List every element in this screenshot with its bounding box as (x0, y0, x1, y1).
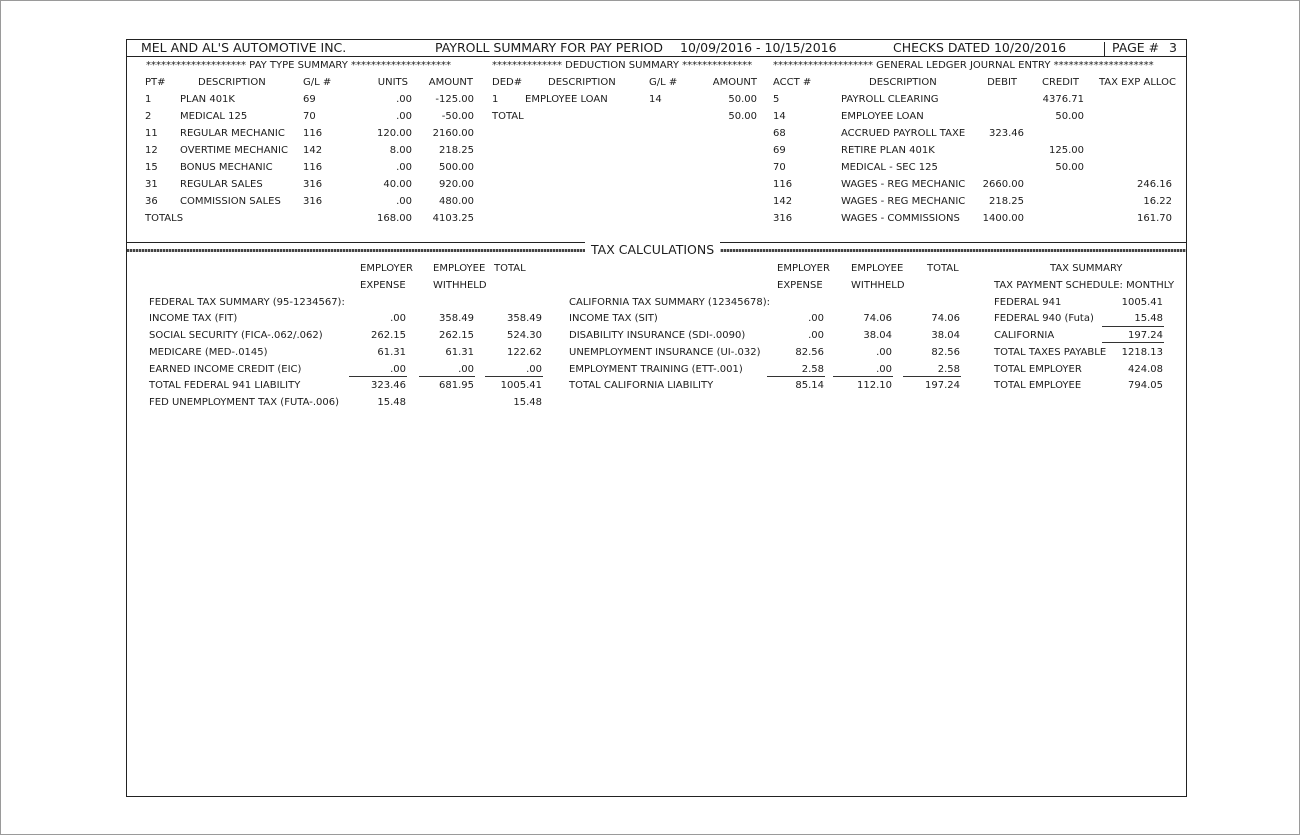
gl-description: EMPLOYEE LOAN (841, 111, 924, 122)
fed-tax-label: EARNED INCOME CREDIT (EIC) (149, 364, 302, 375)
col-acct: ACCT # (773, 77, 812, 88)
fed-total: 524.30 (507, 330, 542, 341)
pt-description: REGULAR MECHANIC (180, 128, 285, 139)
fed-total: .00 (526, 364, 542, 375)
gl-acct: 5 (773, 94, 780, 105)
pt-description: BONUS MECHANIC (180, 162, 273, 173)
fed-employee-underline (419, 376, 475, 377)
pt-gl: 142 (303, 145, 323, 156)
fed-col-withheld: WITHHELD (433, 280, 487, 291)
gl-description: WAGES - REG MECHANIC (841, 196, 966, 207)
col-amount: AMOUNT (712, 77, 757, 88)
ded-description: EMPLOYEE LOAN (525, 94, 608, 105)
gl-acct: 68 (773, 128, 786, 139)
payroll-report (126, 39, 1187, 797)
ca-total: 74.06 (931, 313, 960, 324)
fed-employee: .00 (458, 364, 474, 375)
ca-employer: .00 (808, 313, 824, 324)
tax-summary-label: TOTAL EMPLOYER (994, 364, 1082, 375)
pt-gl: 116 (303, 128, 323, 139)
ca-employer: 2.58 (801, 364, 824, 375)
pt-number: 12 (145, 145, 158, 156)
page-number: 3 (1169, 40, 1177, 55)
fed-employee: 61.31 (445, 347, 474, 358)
col-description: DESCRIPTION (198, 77, 266, 88)
fed-employer-underline (349, 376, 407, 377)
page-box-divider (1104, 42, 1105, 56)
gl-description: WAGES - REG MECHANIC (841, 179, 966, 190)
pt-description: MEDICAL 125 (180, 111, 248, 122)
ca-employee: 112.10 (857, 380, 892, 391)
ca-total: 38.04 (931, 330, 960, 341)
ca-total: 2.58 (937, 364, 960, 375)
pt-amount: 218.25 (439, 145, 474, 156)
gl-credit: 125.00 (1049, 145, 1084, 156)
ca-employee: 38.04 (863, 330, 892, 341)
ca-col-employer: EMPLOYER (777, 263, 830, 274)
pt-description: COMMISSION SALES (180, 196, 281, 207)
checks-dated: CHECKS DATED 10/20/2016 (893, 40, 1067, 55)
page-label: PAGE # (1112, 40, 1160, 55)
fed-col-total: TOTAL (494, 263, 526, 274)
pt-description: PLAN 401K (180, 94, 235, 105)
gl-acct: 116 (773, 179, 793, 190)
fed-tax-label: SOCIAL SECURITY (FICA-.062/.062) (149, 330, 323, 341)
col-gl: G/L # (303, 77, 332, 88)
gl-credit: 4376.71 (1042, 94, 1084, 105)
gl-acct: 142 (773, 196, 793, 207)
pt-number: 1 (145, 94, 152, 105)
ca-col-total: TOTAL (927, 263, 959, 274)
gl-credit: 50.00 (1055, 162, 1084, 173)
gl-banner: ******************** GENERAL LEDGER JOURNAL ENTRY ******************** (773, 60, 1154, 71)
pt-gl: 316 (303, 179, 323, 190)
ded-number: 1 (492, 94, 499, 105)
ca-employee: 74.06 (863, 313, 892, 324)
pt-units: .00 (396, 111, 412, 122)
fed-employee: 681.95 (439, 380, 474, 391)
fed-employer: 262.15 (371, 330, 406, 341)
ca-employee-underline (833, 376, 893, 377)
gl-tax-alloc: 161.70 (1137, 213, 1172, 224)
pt-gl: 316 (303, 196, 323, 207)
col-description: DESCRIPTION (869, 77, 937, 88)
pt-gl: 70 (303, 111, 316, 122)
fed-total: 122.62 (507, 347, 542, 358)
col-gl: G/L # (649, 77, 678, 88)
tax-summary-underline-bottom (1102, 342, 1164, 343)
pt-units: .00 (396, 162, 412, 173)
fed-employer: .00 (390, 364, 406, 375)
pt-description: REGULAR SALES (180, 179, 263, 190)
fed-tax-label: MEDICARE (MED-.0145) (149, 347, 268, 358)
gl-debit: 2660.00 (982, 179, 1024, 190)
totals-units: 168.00 (377, 213, 412, 224)
company-name: MEL AND AL'S AUTOMOTIVE INC. (141, 40, 347, 55)
fed-employee: 358.49 (439, 313, 474, 324)
ded-total-amount: 50.00 (728, 111, 757, 122)
gl-debit: 218.25 (989, 196, 1024, 207)
fed-employer: 61.31 (377, 347, 406, 358)
ca-tax-label: UNEMPLOYMENT INSURANCE (UI-.032) (569, 347, 761, 358)
gl-acct: 316 (773, 213, 793, 224)
gl-acct: 14 (773, 111, 786, 122)
tax-summary-value: 1218.13 (1121, 347, 1163, 358)
pt-units: 120.00 (377, 128, 412, 139)
tax-summary-label: FEDERAL 941 (994, 297, 1062, 308)
tax-summary-value: 1005.41 (1121, 297, 1163, 308)
tax-summary-label: TOTAL EMPLOYEE (994, 380, 1082, 391)
gl-credit: 50.00 (1055, 111, 1084, 122)
ca-tax-label: EMPLOYMENT TRAINING (ETT-.001) (569, 364, 743, 375)
ca-tax-label: TOTAL CALIFORNIA LIABILITY (569, 380, 714, 391)
col-ded: DED# (492, 77, 523, 88)
fed-total-underline (485, 376, 543, 377)
col-credit: CREDIT (1041, 77, 1079, 88)
gl-description: WAGES - COMMISSIONS (841, 213, 960, 224)
ca-total: 82.56 (931, 347, 960, 358)
fed-total: 15.48 (513, 397, 542, 408)
ca-col-withheld: WITHHELD (851, 280, 905, 291)
ded-gl: 14 (649, 94, 662, 105)
fed-total: 358.49 (507, 313, 542, 324)
deduction-banner: ************** DEDUCTION SUMMARY ************** (492, 60, 753, 71)
fed-col-employee: EMPLOYEE (433, 263, 486, 274)
tax-summary-value: 15.48 (1134, 313, 1163, 324)
col-debit: DEBIT (987, 77, 1017, 88)
gl-description: RETIRE PLAN 401K (841, 145, 935, 156)
col-units: UNITS (377, 77, 408, 88)
tax-summary-value: 794.05 (1128, 380, 1163, 391)
ca-summary-label: CALIFORNIA TAX SUMMARY (12345678): (569, 297, 770, 308)
gl-acct: 70 (773, 162, 786, 173)
pt-amount: 500.00 (439, 162, 474, 173)
gl-acct: 69 (773, 145, 786, 156)
ca-employer: 85.14 (795, 380, 824, 391)
col-amount: AMOUNT (428, 77, 473, 88)
ded-total-label: TOTAL (492, 111, 524, 122)
fed-summary-label: FEDERAL TAX SUMMARY (95-1234567): (149, 297, 345, 308)
col-tax-exp-alloc: TAX EXP ALLOC (1098, 77, 1176, 88)
tax-payment-schedule: TAX PAYMENT SCHEDULE: MONTHLY (994, 280, 1175, 291)
totals-amount: 4103.25 (432, 213, 474, 224)
gl-tax-alloc: 246.16 (1137, 179, 1172, 190)
col-pt: PT# (145, 77, 166, 88)
fed-col-expense: EXPENSE (360, 280, 406, 291)
gl-tax-alloc: 16.22 (1143, 196, 1172, 207)
tax-summary-label: TOTAL TAXES PAYABLE (994, 347, 1107, 358)
tax-summary-value: 424.08 (1128, 364, 1163, 375)
ca-tax-label: DISABILITY INSURANCE (SDI-.0090) (569, 330, 746, 341)
tax-summary-underline-top (1102, 326, 1164, 327)
pt-amount: -50.00 (441, 111, 474, 122)
ca-total: 197.24 (925, 380, 960, 391)
gl-description: MEDICAL - SEC 125 (841, 162, 938, 173)
gl-debit: 1400.00 (982, 213, 1024, 224)
pt-number: 36 (145, 196, 158, 207)
ca-tax-label: INCOME TAX (SIT) (569, 313, 658, 324)
pt-units: .00 (396, 196, 412, 207)
pt-amount: 2160.00 (432, 128, 474, 139)
pt-number: 31 (145, 179, 158, 190)
pt-units: 8.00 (389, 145, 412, 156)
ca-total-underline (903, 376, 961, 377)
pay-type-banner: ******************** PAY TYPE SUMMARY ******************** (146, 60, 452, 71)
tax-summary-label: CALIFORNIA (994, 330, 1055, 341)
pt-units: .00 (396, 94, 412, 105)
fed-employer: 15.48 (377, 397, 406, 408)
pt-units: 40.00 (383, 179, 412, 190)
fed-employer: 323.46 (371, 380, 406, 391)
pt-gl: 116 (303, 162, 323, 173)
ca-employer-underline (767, 376, 825, 377)
totals-label: TOTALS (145, 213, 184, 224)
gl-description: ACCRUED PAYROLL TAXE (841, 128, 966, 139)
pt-amount: 480.00 (439, 196, 474, 207)
ded-amount: 50.00 (728, 94, 757, 105)
fed-tax-label: FED UNEMPLOYMENT TAX (FUTA-.006) (149, 397, 339, 408)
fed-employee: 262.15 (439, 330, 474, 341)
pay-period: 10/09/2016 - 10/15/2016 (680, 40, 837, 55)
fed-total: 1005.41 (500, 380, 542, 391)
ca-col-expense: EXPENSE (777, 280, 823, 291)
tax-calc-title: TAX CALCULATIONS (591, 242, 715, 257)
ca-employee: .00 (876, 364, 892, 375)
ca-col-employee: EMPLOYEE (851, 263, 904, 274)
pt-number: 11 (145, 128, 158, 139)
pt-amount: -125.00 (435, 94, 474, 105)
tax-calc-title-box (585, 242, 720, 258)
fed-tax-label: INCOME TAX (FIT) (149, 313, 238, 324)
col-description: DESCRIPTION (548, 77, 616, 88)
header-rule (127, 56, 1186, 57)
pt-amount: 920.00 (439, 179, 474, 190)
pt-number: 2 (145, 111, 152, 122)
report-title: PAYROLL SUMMARY FOR PAY PERIOD (435, 40, 663, 55)
tax-summary-value: 197.24 (1128, 330, 1163, 341)
fed-employer: .00 (390, 313, 406, 324)
gl-description: PAYROLL CLEARING (841, 94, 939, 105)
fed-col-employer: EMPLOYER (360, 263, 413, 274)
ca-employee: .00 (876, 347, 892, 358)
ca-employer: .00 (808, 330, 824, 341)
pt-gl: 69 (303, 94, 316, 105)
tax-summary-title: TAX SUMMARY (1050, 263, 1123, 274)
fed-tax-label: TOTAL FEDERAL 941 LIABILITY (149, 380, 301, 391)
pt-number: 15 (145, 162, 158, 173)
ca-employer: 82.56 (795, 347, 824, 358)
tax-summary-label: FEDERAL 940 (Futa) (994, 313, 1094, 324)
pt-description: OVERTIME MECHANIC (180, 145, 288, 156)
gl-debit: 323.46 (989, 128, 1024, 139)
